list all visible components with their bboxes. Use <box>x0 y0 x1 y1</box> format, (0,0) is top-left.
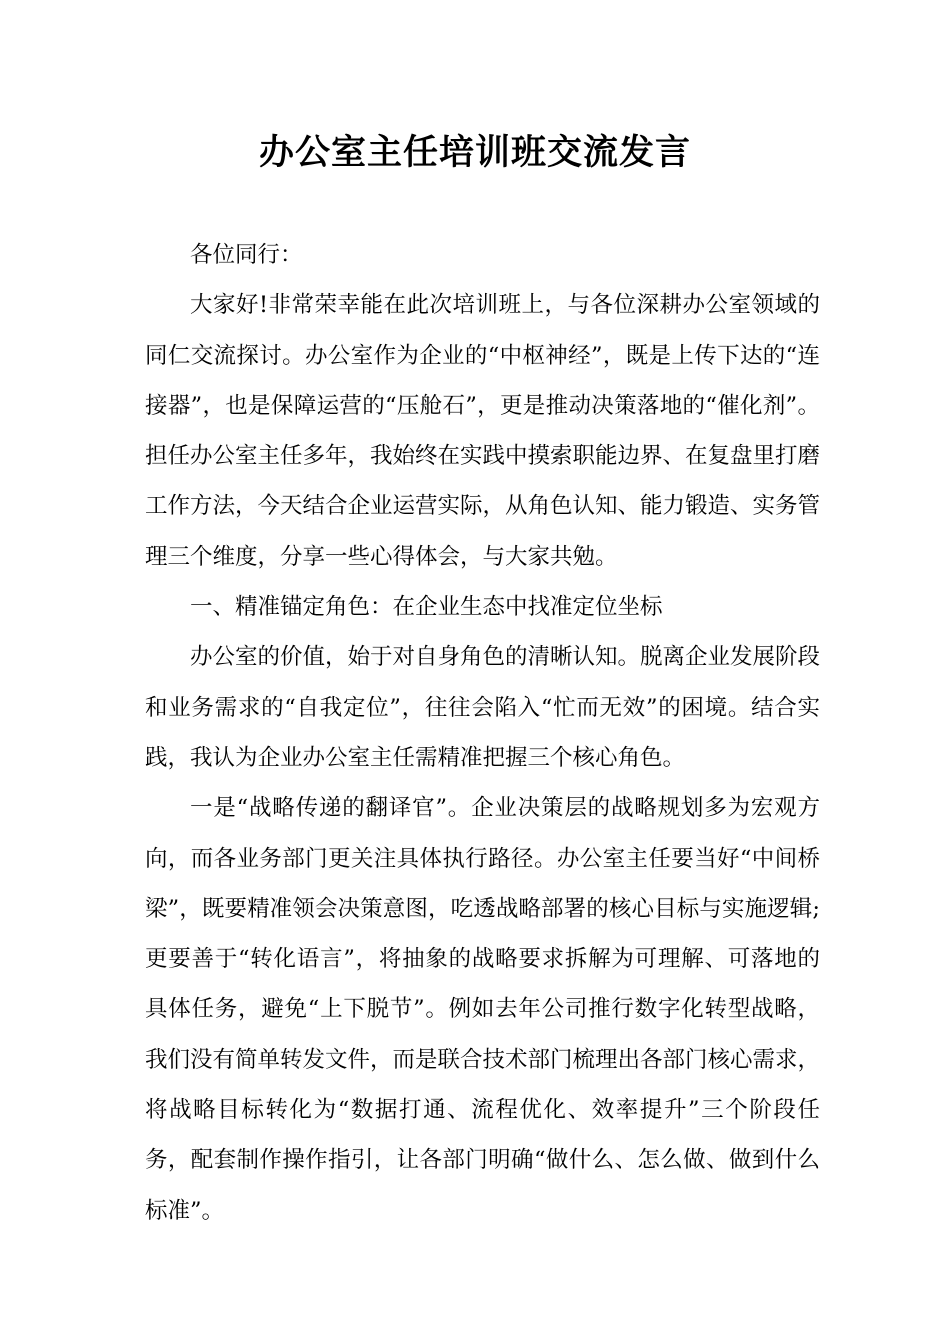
greeting-line: 各位同行： <box>190 242 303 268</box>
document-title: 办公室主任培训班交流发言 <box>258 133 691 173</box>
paragraph-strategy-translator: 一是“战略传递的翻译官”。企业决策层的战略规划多为宏观方向，而各业务部门更关注具体执行路径。办公室主任要当好“中间桥梁”，既要精准领会决策意图，吃透战略部署的核心目标与实施逻辑;更要善于“转化语言”，将抽象的战略要求拆解为可理解、可落地的具体任务，避免“上下脱节”。例如去年公司推行数字化转型战略，我们没有简单转发文件，而是联合技术部门梳理出各部门核心需求，将战略目标转化为“数据打通、流程优化、效率提升”三个阶段任务，配套制作操作指引，让各部门明确“做什么、怎么做、做到什么标准”。 <box>145 795 821 1224</box>
section-heading-1: 一、精准锚定角色：在企业生态中找准定位坐标 <box>190 594 663 621</box>
paragraph-intro: 大家好!非常荣幸能在此次培训班上，与各位深耕办公室领域的同仁交流探讨。办公室作为企业的“中枢神经”，既是上传下达的“连接器”，也是保障运营的“压舱石”，更是推动决策落地的“催化剂”。担任办公室主任多年，我始终在实践中摸索职能边界、在复盘里打磨工作方法，今天结合企业运营实际，从角色认知、能力锻造、实务管理三个维度，分享一些心得体会，与大家共勉。 <box>145 292 821 570</box>
document-body <box>145 230 820 1236</box>
paragraph-role-awareness: 办公室的价值，始于对自身角色的清晰认知。脱离企业发展阶段和业务需求的“自我定位”，往往会陷入“忙而无效”的困境。结合实践，我认为企业办公室主任需精准把握三个核心角色。 <box>145 644 821 771</box>
